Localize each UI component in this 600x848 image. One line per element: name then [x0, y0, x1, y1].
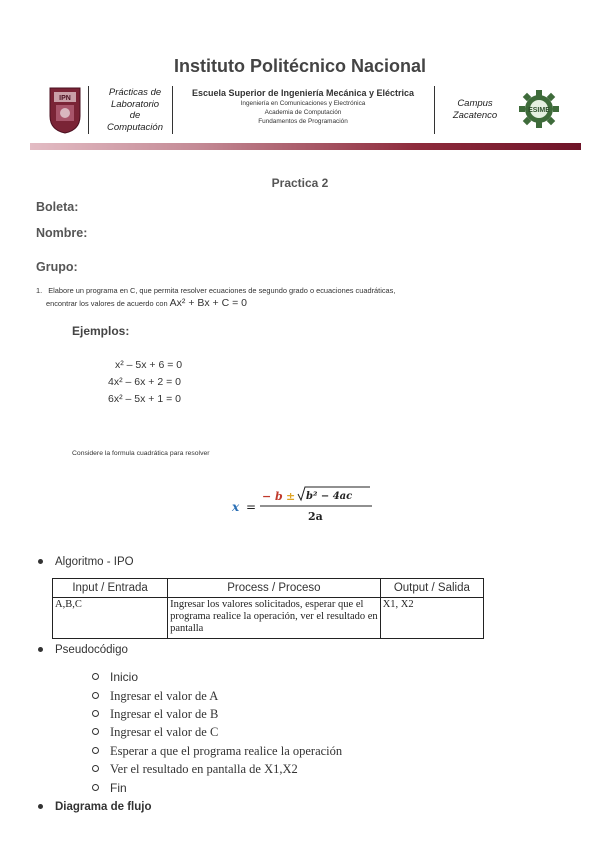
list-item: [92, 668, 138, 686]
algorithm-label: Algoritmo - IPO: [55, 556, 134, 568]
formula-plus-minus: ±: [286, 490, 296, 503]
circle-bullet-icon: [92, 747, 99, 754]
table-header-row: [53, 579, 484, 598]
practicas-line: Prácticas de: [108, 87, 162, 98]
formula-neg-b: − b: [262, 490, 283, 503]
bullet-icon: [38, 804, 43, 809]
formula-x: x: [232, 500, 240, 514]
list-item: [92, 723, 218, 741]
circle-bullet-icon: [92, 784, 99, 791]
boleta-label: Boleta:: [36, 200, 79, 214]
circle-bullet-icon: [92, 710, 99, 717]
practicas-line: Laboratorio: [110, 98, 160, 110]
algorithm-heading: [38, 556, 134, 568]
formula-discriminant: b² − 4ac: [306, 491, 353, 502]
document-header: [48, 86, 564, 138]
statement-line: encontrar los valores de acuerdo con: [46, 299, 168, 308]
pseudo-step: Inicio: [110, 670, 139, 684]
svg-text:ESIME: ESIME: [528, 107, 550, 114]
example-equation: 6x² – 5x + 1 = 0: [108, 393, 181, 405]
table-header: Input / Entrada: [53, 579, 168, 598]
campus-line: Campus: [457, 98, 493, 109]
list-item: [92, 742, 342, 760]
school-block: [178, 88, 428, 126]
practicas-line: de: [129, 110, 141, 121]
school-line: Fundamentos de Programación: [258, 118, 348, 125]
consider-text: Considere la formula cuadrática para resolver: [72, 450, 210, 457]
examples-heading: Ejemplos:: [72, 324, 130, 338]
practice-title: Practica 2: [271, 176, 329, 190]
campus-line: Zacatenco: [452, 110, 498, 121]
school-line: Academia de Computación: [264, 109, 342, 116]
list-item: [92, 687, 218, 705]
table-header: Process / Proceso: [168, 579, 381, 598]
circle-bullet-icon: [92, 728, 99, 735]
example-equation: 4x² – 6x + 2 = 0: [108, 376, 181, 388]
nombre-label: Nombre:: [36, 226, 88, 240]
list-item: [92, 779, 127, 797]
divider: [434, 86, 435, 134]
flowchart-heading: [38, 801, 152, 813]
exercise-statement: [36, 285, 576, 309]
list-number: 1.: [36, 286, 43, 295]
example-equation: x² – 5x + 6 = 0: [115, 359, 183, 371]
campus-block: [440, 98, 510, 122]
grupo-label: Grupo:: [36, 260, 78, 274]
institute-title: Instituto Politécnico Nacional: [173, 56, 427, 76]
school-name: Escuela Superior de Ingeniería Mecánica y Eléctrica: [191, 88, 415, 98]
formula-graphic: [228, 484, 378, 528]
school-line: Ingeniería en Comunicaciones y Electrónica: [240, 100, 366, 107]
header-accent-bar: [30, 143, 581, 150]
pseudo-step: Esperar a que el programa realice la operación: [110, 744, 343, 758]
circle-bullet-icon: [92, 765, 99, 772]
quadratic-formula: [228, 484, 378, 528]
pseudocode-heading: [38, 644, 128, 656]
pseudo-step: Ingresar el valor de C: [110, 725, 219, 739]
practicas-block: [96, 87, 174, 133]
svg-text:IPN: IPN: [59, 95, 71, 102]
circle-bullet-icon: [92, 673, 99, 680]
esime-logo-icon: [516, 88, 562, 130]
ipo-table: [52, 578, 484, 639]
list-item: [92, 705, 218, 723]
pseudo-step: Ingresar el valor de B: [110, 707, 219, 721]
pseudo-step: Ver el resultado en pantalla de X1,X2: [110, 762, 298, 776]
pseudo-step: Fin: [110, 781, 127, 795]
circle-bullet-icon: [92, 692, 99, 699]
ipn-logo-icon: [48, 86, 82, 134]
pseudo-step: Ingresar el valor de A: [110, 689, 219, 703]
list-item: [92, 760, 298, 778]
practicas-line: Computación: [107, 121, 163, 133]
general-equation: Ax² + Bx + C = 0: [169, 297, 247, 309]
divider: [172, 86, 173, 134]
table-cell: Ingresar los valores solicitados, esperar que el programa realice la operación, ver el resultado en pantalla: [168, 598, 381, 639]
table-row: [53, 598, 484, 639]
bullet-icon: [38, 647, 43, 652]
bullet-icon: [38, 559, 43, 564]
statement-line: Elabore un programa en C, que permita resolver ecuaciones de segundo grado o ecuaciones cuadráticas,: [48, 286, 396, 295]
table-cell: A,B,C: [53, 598, 168, 639]
formula-equals: =: [246, 500, 257, 514]
formula-denominator: 2a: [308, 510, 323, 523]
table-header: Output / Salida: [380, 579, 483, 598]
divider: [88, 86, 89, 134]
table-cell: X1, X2: [380, 598, 483, 639]
flowchart-label: Diagrama de flujo: [55, 801, 152, 813]
pseudocode-label: Pseudocódigo: [55, 644, 128, 656]
